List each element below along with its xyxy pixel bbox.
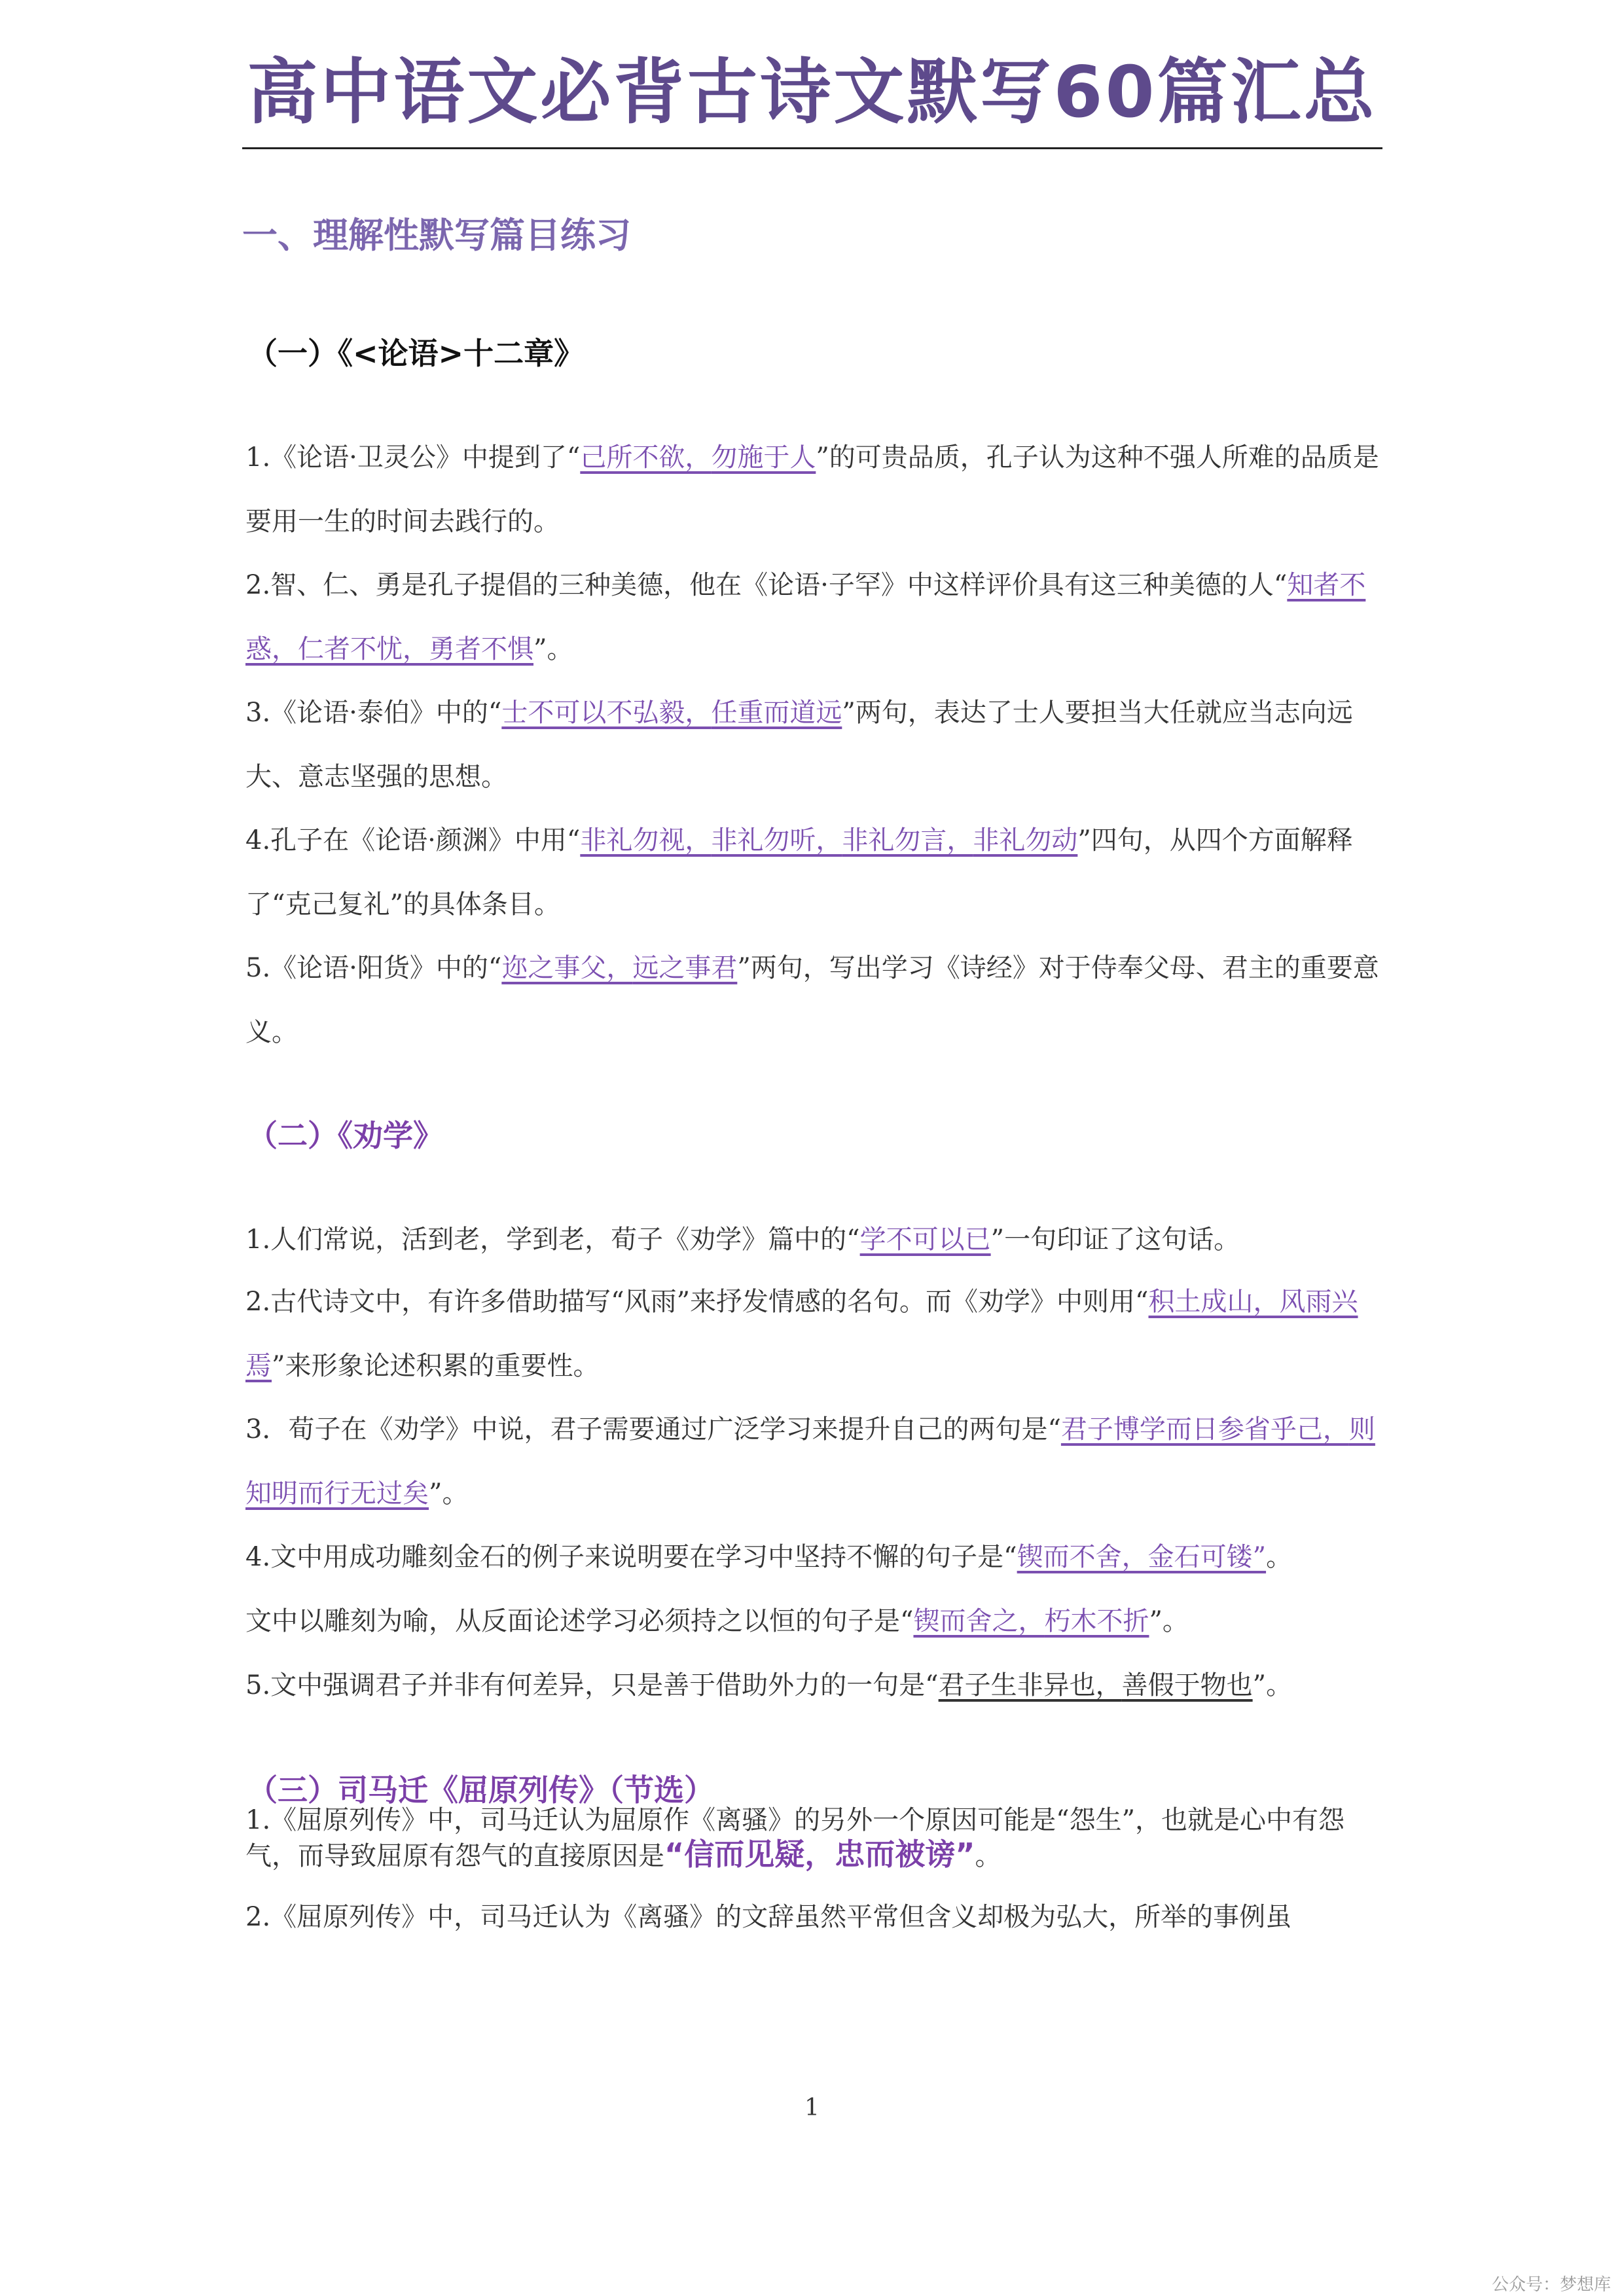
subheading-quyuan: （三）司马迁《屈原列传》（节选）: [247, 1772, 714, 1808]
section-heading: 一、理解性默写篇目练习: [242, 215, 631, 256]
answer-text: 锲而舍之，: [913, 1606, 1045, 1636]
answer-text: 善假于物也: [1121, 1670, 1253, 1700]
question-lunyu-1: 1.《论语·卫灵公》中提到了“己所不欲，勿施于人”的可贵品质，孔子认为这种不强人所难的品质是要用一生的时间去践行的。: [245, 442, 1379, 537]
page-title: 高中语文必背古诗文默写60篇汇总: [247, 52, 1377, 134]
answer-text: 知者不惑，: [245, 570, 1366, 664]
answer-text: 君子生非异也，: [938, 1670, 1122, 1700]
answer-text: 君子博学而日参省乎己，: [1060, 1414, 1349, 1444]
answer-text: 远之事君: [632, 953, 738, 983]
question-quanxue-2: 2.古代诗文中，有许多借助描写“风雨”来抒发情感的名句。而《劝学》中则用“积土成山，风雨兴焉”来形象论述积累的重要性。: [245, 1287, 1358, 1381]
question-quanxue-4: 4.文中用成功雕刻金石的例子来说明要在学习中坚持不懈的句子是“锲而不舍，金石可镂”。: [245, 1542, 1293, 1572]
answer-text: 己所不欲，: [580, 442, 712, 473]
answer-text: 朽木不折: [1044, 1606, 1149, 1636]
answer-text: 仁者不忧，: [298, 634, 429, 664]
answer-text: 非礼勿言，: [842, 825, 973, 855]
question-lunyu-5: 5.《论语·阳货》中的“迩之事父，远之事君”两句，写出学习《诗经》对于侍奉父母、君主的重要意义。: [245, 953, 1379, 1047]
subheading-lunyu: （一）《<论语>十二章》: [247, 336, 585, 371]
answer-text: 非礼勿动: [973, 825, 1078, 855]
question-lunyu-3: 3.《论语·泰伯》中的“士不可以不弘毅，任重而道远”两句，表达了士人要担当大任就应当志向远大、意志坚强的思想。: [245, 698, 1353, 792]
answer-text: 积土成山，风雨兴焉: [245, 1287, 1358, 1381]
answer-text: 锲而不舍，金石可镂”: [1017, 1542, 1267, 1572]
question-quanxue-3: 3．荀子在《劝学》中说，君子需要通过广泛学习来提升自己的两句是“君子博学而日参省乎己，则知明而行无过矣”。: [245, 1414, 1375, 1509]
question-quanxue-4b: 文中以雕刻为喻，从反面论述学习必须持之以恒的句子是“锲而舍之，朽木不折”。: [245, 1606, 1189, 1636]
title-divider: [242, 147, 1382, 149]
answer-text: 勇者不惧: [429, 634, 533, 664]
answer-text: 非礼勿听，: [711, 825, 842, 855]
question-lunyu-2: 2.智、仁、勇是孔子提倡的三种美德，他在《论语·子罕》中这样评价具有这三种美德的人“知者不惑，仁者不忧，勇者不惧”。: [245, 570, 1366, 664]
question-lunyu-4: 4.孔子在《论语·颜渊》中用“非礼勿视，非礼勿听，非礼勿言，非礼勿动”四句，从四个方面解释了“克己复礼”的具体条目。: [245, 825, 1353, 920]
question-quyuan-1: 1.《屈原列传》中，司马迁认为屈原作《离骚》的另外一个原因可能是“怨生”，也就是心中有怨气，而导致屈原有怨气的直接原因是“信而见疑，忠而被谤”。: [245, 1805, 1345, 1872]
answer-text: “信而见疑，忠而被谤”: [664, 1837, 975, 1872]
question-quanxue-1: 1.人们常说，活到老，学到老，荀子《劝学》篇中的“学不可以已”一句印证了这句话。: [245, 1225, 1240, 1255]
answer-text: 迩之事父，: [501, 953, 633, 983]
answer-text: 士不可以不弘毅，: [501, 698, 712, 728]
answer-text: 则知明而行无过矣: [245, 1414, 1375, 1509]
answer-text: 任重而道远: [711, 698, 842, 728]
page-number: 1: [804, 2094, 820, 2121]
answer-text: 学不可以已: [859, 1225, 991, 1255]
watermark: 公众号：梦想库: [1491, 2275, 1611, 2295]
question-quyuan-2: 2.《屈原列传》中，司马迁认为《离骚》的文辞虽然平常但含义却极为弘大，所举的事例虽: [245, 1902, 1292, 1932]
answer-text: 非礼勿视，: [580, 825, 712, 855]
answer-text: 勿施于人: [711, 442, 816, 473]
question-quanxue-5: 5.文中强调君子并非有何差异，只是善于借助外力的一句是“君子生非异也，善假于物也”。: [245, 1670, 1293, 1700]
subheading-quanxue: （二）《劝学》: [247, 1118, 443, 1153]
